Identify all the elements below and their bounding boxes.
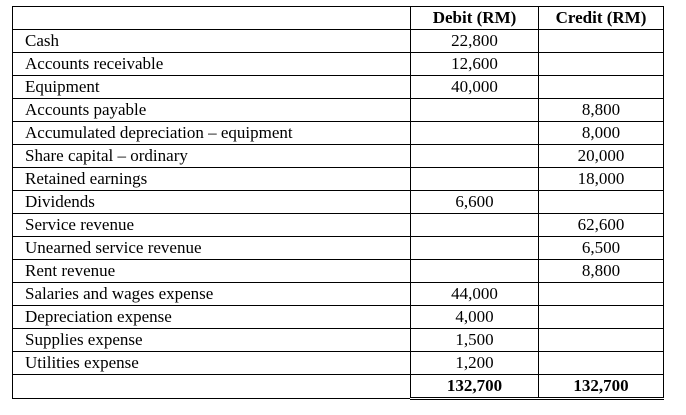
account-name: Cash: [13, 30, 411, 53]
table-row: [13, 260, 664, 283]
total-credit: 132,700: [539, 375, 664, 399]
account-name: Dividends: [13, 191, 411, 214]
credit-amount: [539, 53, 664, 76]
total-row: [13, 375, 664, 399]
credit-amount: 18,000: [539, 168, 664, 191]
debit-amount: [411, 99, 539, 122]
account-name: Depreciation expense: [13, 306, 411, 329]
credit-amount: [539, 352, 664, 375]
credit-amount: [539, 306, 664, 329]
trial-balance-table: [12, 6, 664, 400]
debit-amount: 44,000: [411, 283, 539, 306]
table-body: [13, 30, 664, 375]
credit-amount: [539, 76, 664, 99]
account-name: Accounts receivable: [13, 53, 411, 76]
account-name: Share capital – ordinary: [13, 145, 411, 168]
table-row: [13, 168, 664, 191]
header-credit: Credit (RM): [539, 7, 664, 30]
table-row: [13, 145, 664, 168]
debit-amount: 1,500: [411, 329, 539, 352]
credit-amount: [539, 283, 664, 306]
table-row: [13, 306, 664, 329]
debit-amount: [411, 260, 539, 283]
account-name: Accumulated depreciation – equipment: [13, 122, 411, 145]
account-name: Supplies expense: [13, 329, 411, 352]
table-row: [13, 76, 664, 99]
total-debit: 132,700: [411, 375, 539, 399]
debit-amount: [411, 122, 539, 145]
table-row: [13, 214, 664, 237]
debit-amount: 6,600: [411, 191, 539, 214]
table-row: [13, 99, 664, 122]
debit-amount: [411, 168, 539, 191]
credit-amount: 6,500: [539, 237, 664, 260]
credit-amount: [539, 191, 664, 214]
debit-amount: 12,600: [411, 53, 539, 76]
debit-amount: 1,200: [411, 352, 539, 375]
debit-amount: 40,000: [411, 76, 539, 99]
account-name: Accounts payable: [13, 99, 411, 122]
credit-amount: [539, 30, 664, 53]
table-row: [13, 122, 664, 145]
table-row: [13, 30, 664, 53]
account-name: Equipment: [13, 76, 411, 99]
header-row: [13, 7, 664, 30]
debit-amount: [411, 145, 539, 168]
header-account: [13, 7, 411, 30]
table-row: [13, 352, 664, 375]
debit-amount: 22,800: [411, 30, 539, 53]
table-row: [13, 329, 664, 352]
account-name: Salaries and wages expense: [13, 283, 411, 306]
account-name: Utilities expense: [13, 352, 411, 375]
account-name: Retained earnings: [13, 168, 411, 191]
account-name: Rent revenue: [13, 260, 411, 283]
credit-amount: 62,600: [539, 214, 664, 237]
header-debit: Debit (RM): [411, 7, 539, 30]
debit-amount: [411, 214, 539, 237]
table-row: [13, 191, 664, 214]
table-row: [13, 283, 664, 306]
credit-amount: 8,000: [539, 122, 664, 145]
account-name: Service revenue: [13, 214, 411, 237]
total-label: [13, 375, 411, 399]
credit-amount: [539, 329, 664, 352]
credit-amount: 20,000: [539, 145, 664, 168]
table-row: [13, 237, 664, 260]
table-row: [13, 53, 664, 76]
debit-amount: 4,000: [411, 306, 539, 329]
account-name: Unearned service revenue: [13, 237, 411, 260]
credit-amount: 8,800: [539, 99, 664, 122]
credit-amount: 8,800: [539, 260, 664, 283]
debit-amount: [411, 237, 539, 260]
